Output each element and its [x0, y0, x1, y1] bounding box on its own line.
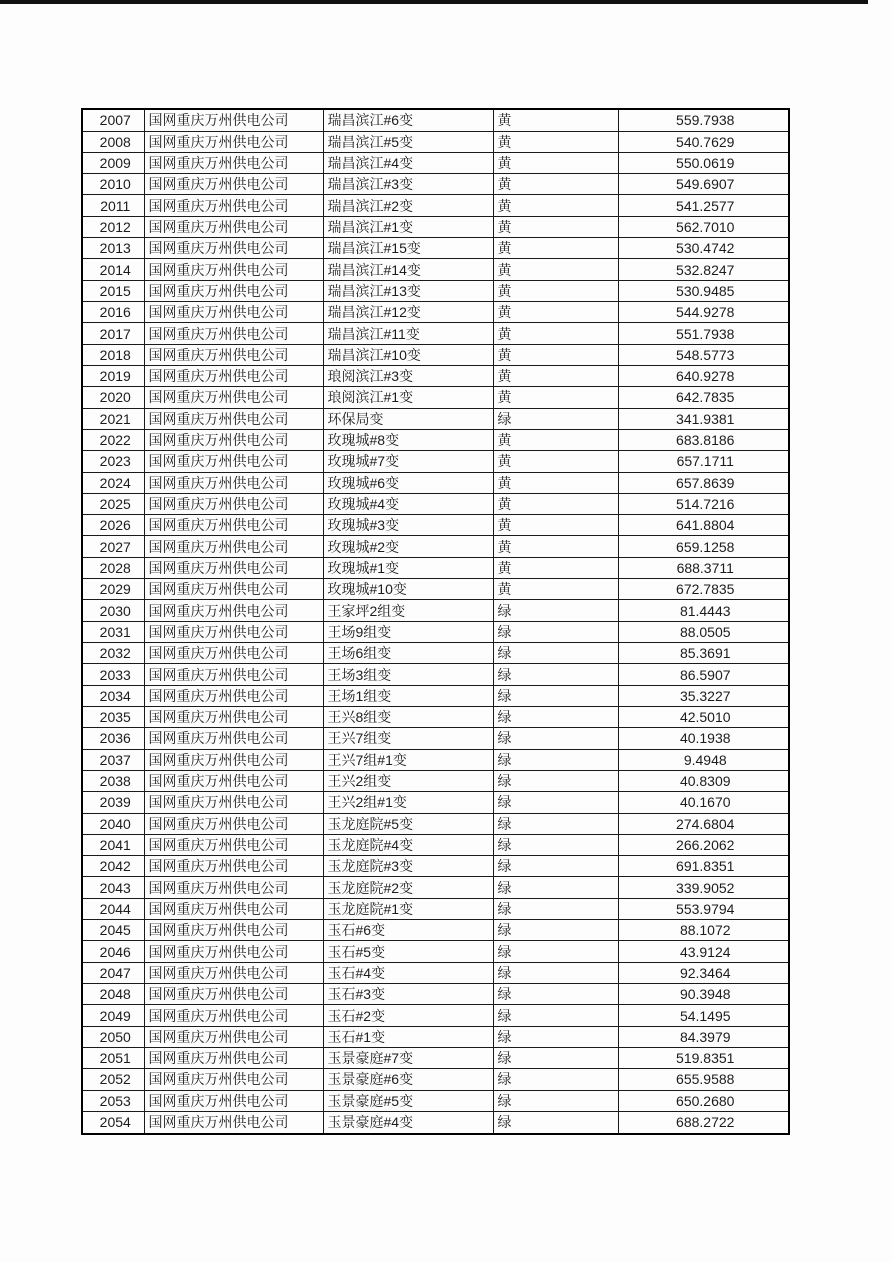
- table-row: [82, 600, 789, 621]
- status-cell: 黄: [493, 451, 618, 472]
- table-row: [82, 579, 789, 600]
- table-row: [82, 1026, 789, 1047]
- row-id-cell: 2023: [82, 451, 144, 472]
- table-row: [82, 941, 789, 962]
- status-cell: 绿: [493, 834, 618, 855]
- table-row: [82, 749, 789, 770]
- value-cell: 541.2577: [618, 195, 789, 216]
- row-id-cell: 2031: [82, 621, 144, 642]
- company-cell: 国网重庆万州供电公司: [144, 813, 323, 834]
- table-row: [82, 515, 789, 536]
- table-row: [82, 877, 789, 898]
- table-row: [82, 621, 789, 642]
- company-cell: 国网重庆万州供电公司: [144, 174, 323, 195]
- station-cell: 玫瑰城#4变: [323, 493, 493, 514]
- table-row: [82, 685, 789, 706]
- station-cell: 玉石#6变: [323, 920, 493, 941]
- station-cell: 琅阅滨江#1变: [323, 387, 493, 408]
- value-cell: 40.1938: [618, 728, 789, 749]
- company-cell: 国网重庆万州供电公司: [144, 387, 323, 408]
- row-id-cell: 2029: [82, 579, 144, 600]
- company-cell: 国网重庆万州供电公司: [144, 259, 323, 280]
- value-cell: 42.5010: [618, 706, 789, 727]
- company-cell: 国网重庆万州供电公司: [144, 1005, 323, 1026]
- status-cell: 绿: [493, 1026, 618, 1047]
- company-cell: 国网重庆万州供电公司: [144, 834, 323, 855]
- company-cell: 国网重庆万州供电公司: [144, 898, 323, 919]
- power-station-table: [81, 108, 790, 1135]
- status-cell: 绿: [493, 749, 618, 770]
- company-cell: 国网重庆万州供电公司: [144, 344, 323, 365]
- station-cell: 王兴2组#1变: [323, 792, 493, 813]
- station-cell: 玫瑰城#8变: [323, 429, 493, 450]
- station-cell: 王场9组变: [323, 621, 493, 642]
- table-row: [82, 174, 789, 195]
- company-cell: 国网重庆万州供电公司: [144, 109, 323, 131]
- table-row: [82, 643, 789, 664]
- station-cell: 瑞昌滨江#11变: [323, 323, 493, 344]
- status-cell: 黄: [493, 302, 618, 323]
- station-cell: 王兴7组#1变: [323, 749, 493, 770]
- station-cell: 玫瑰城#6变: [323, 472, 493, 493]
- station-cell: 玉石#5变: [323, 941, 493, 962]
- status-cell: 绿: [493, 962, 618, 983]
- station-cell: 瑞昌滨江#12变: [323, 302, 493, 323]
- value-cell: 553.9794: [618, 898, 789, 919]
- table-row: [82, 834, 789, 855]
- value-cell: 642.7835: [618, 387, 789, 408]
- row-id-cell: 2034: [82, 685, 144, 706]
- status-cell: 绿: [493, 728, 618, 749]
- row-id-cell: 2015: [82, 280, 144, 301]
- value-cell: 88.1072: [618, 920, 789, 941]
- table-row: [82, 557, 789, 578]
- value-cell: 86.5907: [618, 664, 789, 685]
- row-id-cell: 2038: [82, 770, 144, 791]
- status-cell: 绿: [493, 706, 618, 727]
- company-cell: 国网重庆万州供电公司: [144, 920, 323, 941]
- row-id-cell: 2051: [82, 1047, 144, 1068]
- row-id-cell: 2016: [82, 302, 144, 323]
- table-row: [82, 962, 789, 983]
- value-cell: 90.3948: [618, 984, 789, 1005]
- company-cell: 国网重庆万州供电公司: [144, 621, 323, 642]
- row-id-cell: 2014: [82, 259, 144, 280]
- table-row: [82, 323, 789, 344]
- status-cell: 黄: [493, 536, 618, 557]
- status-cell: 黄: [493, 387, 618, 408]
- row-id-cell: 2035: [82, 706, 144, 727]
- status-cell: 绿: [493, 408, 618, 429]
- station-cell: 玫瑰城#1变: [323, 557, 493, 578]
- value-cell: 43.9124: [618, 941, 789, 962]
- station-cell: 玉石#3变: [323, 984, 493, 1005]
- row-id-cell: 2024: [82, 472, 144, 493]
- table-row: [82, 536, 789, 557]
- table-row: [82, 1111, 789, 1134]
- station-cell: 瑞昌滨江#1变: [323, 216, 493, 237]
- status-cell: 黄: [493, 472, 618, 493]
- company-cell: 国网重庆万州供电公司: [144, 1026, 323, 1047]
- company-cell: 国网重庆万州供电公司: [144, 600, 323, 621]
- status-cell: 绿: [493, 877, 618, 898]
- station-cell: 王场1组变: [323, 685, 493, 706]
- station-cell: 玉石#2变: [323, 1005, 493, 1026]
- value-cell: 84.3979: [618, 1026, 789, 1047]
- table-row: [82, 472, 789, 493]
- status-cell: 绿: [493, 1090, 618, 1111]
- company-cell: 国网重庆万州供电公司: [144, 365, 323, 386]
- table-row: [82, 706, 789, 727]
- status-cell: 黄: [493, 259, 618, 280]
- table-row: [82, 493, 789, 514]
- company-cell: 国网重庆万州供电公司: [144, 1047, 323, 1068]
- status-cell: 绿: [493, 1047, 618, 1068]
- value-cell: 550.0619: [618, 152, 789, 173]
- row-id-cell: 2019: [82, 365, 144, 386]
- table-row: [82, 1005, 789, 1026]
- station-cell: 王兴8组变: [323, 706, 493, 727]
- company-cell: 国网重庆万州供电公司: [144, 493, 323, 514]
- status-cell: 绿: [493, 856, 618, 877]
- status-cell: 绿: [493, 898, 618, 919]
- status-cell: 黄: [493, 323, 618, 344]
- value-cell: 40.8309: [618, 770, 789, 791]
- company-cell: 国网重庆万州供电公司: [144, 643, 323, 664]
- table-row: [82, 216, 789, 237]
- station-cell: 玉石#4变: [323, 962, 493, 983]
- company-cell: 国网重庆万州供电公司: [144, 770, 323, 791]
- station-cell: 玉景豪庭#6变: [323, 1069, 493, 1090]
- table-row: [82, 259, 789, 280]
- value-cell: 54.1495: [618, 1005, 789, 1026]
- value-cell: 92.3464: [618, 962, 789, 983]
- row-id-cell: 2026: [82, 515, 144, 536]
- table-row: [82, 792, 789, 813]
- table-row: [82, 131, 789, 152]
- row-id-cell: 2010: [82, 174, 144, 195]
- company-cell: 国网重庆万州供电公司: [144, 280, 323, 301]
- status-cell: 绿: [493, 984, 618, 1005]
- station-cell: 玉龙庭院#3变: [323, 856, 493, 877]
- station-cell: 环保局变: [323, 408, 493, 429]
- value-cell: 40.1670: [618, 792, 789, 813]
- value-cell: 548.5773: [618, 344, 789, 365]
- scan-artifact-bar: [0, 0, 868, 4]
- table-row: [82, 387, 789, 408]
- station-cell: 玫瑰城#7变: [323, 451, 493, 472]
- value-cell: 640.9278: [618, 365, 789, 386]
- status-cell: 绿: [493, 1005, 618, 1026]
- station-cell: 瑞昌滨江#2变: [323, 195, 493, 216]
- status-cell: 绿: [493, 621, 618, 642]
- value-cell: 81.4443: [618, 600, 789, 621]
- row-id-cell: 2022: [82, 429, 144, 450]
- table-row: [82, 344, 789, 365]
- row-id-cell: 2017: [82, 323, 144, 344]
- row-id-cell: 2028: [82, 557, 144, 578]
- value-cell: 266.2062: [618, 834, 789, 855]
- station-cell: 玉龙庭院#1变: [323, 898, 493, 919]
- status-cell: 黄: [493, 579, 618, 600]
- table-row: [82, 195, 789, 216]
- station-cell: 玉景豪庭#7变: [323, 1047, 493, 1068]
- row-id-cell: 2025: [82, 493, 144, 514]
- row-id-cell: 2020: [82, 387, 144, 408]
- value-cell: 532.8247: [618, 259, 789, 280]
- station-cell: 瑞昌滨江#15变: [323, 238, 493, 259]
- station-cell: 瑞昌滨江#3变: [323, 174, 493, 195]
- status-cell: 黄: [493, 131, 618, 152]
- company-cell: 国网重庆万州供电公司: [144, 1069, 323, 1090]
- table-row: [82, 984, 789, 1005]
- row-id-cell: 2018: [82, 344, 144, 365]
- company-cell: 国网重庆万州供电公司: [144, 1090, 323, 1111]
- station-cell: 玉龙庭院#4变: [323, 834, 493, 855]
- row-id-cell: 2011: [82, 195, 144, 216]
- table-row: [82, 1047, 789, 1068]
- value-cell: 551.7938: [618, 323, 789, 344]
- table-row: [82, 1069, 789, 1090]
- row-id-cell: 2012: [82, 216, 144, 237]
- row-id-cell: 2053: [82, 1090, 144, 1111]
- station-cell: 玉景豪庭#5变: [323, 1090, 493, 1111]
- company-cell: 国网重庆万州供电公司: [144, 216, 323, 237]
- row-id-cell: 2041: [82, 834, 144, 855]
- value-cell: 688.2722: [618, 1111, 789, 1134]
- status-cell: 黄: [493, 195, 618, 216]
- company-cell: 国网重庆万州供电公司: [144, 877, 323, 898]
- station-cell: 玉石#1变: [323, 1026, 493, 1047]
- row-id-cell: 2054: [82, 1111, 144, 1134]
- status-cell: 黄: [493, 174, 618, 195]
- company-cell: 国网重庆万州供电公司: [144, 749, 323, 770]
- row-id-cell: 2021: [82, 408, 144, 429]
- value-cell: 672.7835: [618, 579, 789, 600]
- status-cell: 黄: [493, 216, 618, 237]
- company-cell: 国网重庆万州供电公司: [144, 962, 323, 983]
- company-cell: 国网重庆万州供电公司: [144, 579, 323, 600]
- table-row: [82, 728, 789, 749]
- station-cell: 瑞昌滨江#13变: [323, 280, 493, 301]
- table-row: [82, 429, 789, 450]
- value-cell: 530.4742: [618, 238, 789, 259]
- status-cell: 绿: [493, 920, 618, 941]
- value-cell: 559.7938: [618, 109, 789, 131]
- company-cell: 国网重庆万州供电公司: [144, 1111, 323, 1134]
- station-cell: 瑞昌滨江#5变: [323, 131, 493, 152]
- value-cell: 9.4948: [618, 749, 789, 770]
- station-cell: 王兴2组变: [323, 770, 493, 791]
- table-row: [82, 109, 789, 131]
- value-cell: 85.3691: [618, 643, 789, 664]
- company-cell: 国网重庆万州供电公司: [144, 472, 323, 493]
- station-cell: 玫瑰城#2变: [323, 536, 493, 557]
- row-id-cell: 2033: [82, 664, 144, 685]
- table-row: [82, 1090, 789, 1111]
- table-row: [82, 408, 789, 429]
- company-cell: 国网重庆万州供电公司: [144, 664, 323, 685]
- station-cell: 玉景豪庭#4变: [323, 1111, 493, 1134]
- row-id-cell: 2040: [82, 813, 144, 834]
- company-cell: 国网重庆万州供电公司: [144, 685, 323, 706]
- company-cell: 国网重庆万州供电公司: [144, 515, 323, 536]
- value-cell: 530.9485: [618, 280, 789, 301]
- company-cell: 国网重庆万州供电公司: [144, 152, 323, 173]
- status-cell: 绿: [493, 685, 618, 706]
- company-cell: 国网重庆万州供电公司: [144, 856, 323, 877]
- table-row: [82, 813, 789, 834]
- table-row: [82, 238, 789, 259]
- row-id-cell: 2049: [82, 1005, 144, 1026]
- value-cell: 339.9052: [618, 877, 789, 898]
- station-cell: 瑞昌滨江#4变: [323, 152, 493, 173]
- company-cell: 国网重庆万州供电公司: [144, 451, 323, 472]
- status-cell: 绿: [493, 770, 618, 791]
- table-row: [82, 152, 789, 173]
- row-id-cell: 2027: [82, 536, 144, 557]
- table-body: [82, 109, 789, 1134]
- row-id-cell: 2050: [82, 1026, 144, 1047]
- station-cell: 王场6组变: [323, 643, 493, 664]
- value-cell: 657.1711: [618, 451, 789, 472]
- status-cell: 绿: [493, 813, 618, 834]
- company-cell: 国网重庆万州供电公司: [144, 536, 323, 557]
- status-cell: 黄: [493, 365, 618, 386]
- company-cell: 国网重庆万州供电公司: [144, 323, 323, 344]
- company-cell: 国网重庆万州供电公司: [144, 408, 323, 429]
- station-cell: 王场3组变: [323, 664, 493, 685]
- row-id-cell: 2007: [82, 109, 144, 131]
- value-cell: 544.9278: [618, 302, 789, 323]
- status-cell: 黄: [493, 557, 618, 578]
- table-row: [82, 898, 789, 919]
- station-cell: 玉龙庭院#2变: [323, 877, 493, 898]
- value-cell: 514.7216: [618, 493, 789, 514]
- value-cell: 540.7629: [618, 131, 789, 152]
- row-id-cell: 2008: [82, 131, 144, 152]
- table-row: [82, 770, 789, 791]
- row-id-cell: 2032: [82, 643, 144, 664]
- status-cell: 黄: [493, 344, 618, 365]
- station-cell: 王家坪2组变: [323, 600, 493, 621]
- row-id-cell: 2042: [82, 856, 144, 877]
- status-cell: 黄: [493, 280, 618, 301]
- status-cell: 绿: [493, 643, 618, 664]
- company-cell: 国网重庆万州供电公司: [144, 131, 323, 152]
- station-cell: 琅阅滨江#3变: [323, 365, 493, 386]
- status-cell: 绿: [493, 600, 618, 621]
- row-id-cell: 2048: [82, 984, 144, 1005]
- status-cell: 黄: [493, 238, 618, 259]
- table-row: [82, 664, 789, 685]
- table-row: [82, 280, 789, 301]
- company-cell: 国网重庆万州供电公司: [144, 706, 323, 727]
- station-cell: 玫瑰城#3变: [323, 515, 493, 536]
- company-cell: 国网重庆万州供电公司: [144, 792, 323, 813]
- row-id-cell: 2052: [82, 1069, 144, 1090]
- value-cell: 655.9588: [618, 1069, 789, 1090]
- company-cell: 国网重庆万州供电公司: [144, 429, 323, 450]
- table-row: [82, 302, 789, 323]
- company-cell: 国网重庆万州供电公司: [144, 728, 323, 749]
- value-cell: 341.9381: [618, 408, 789, 429]
- value-cell: 35.3227: [618, 685, 789, 706]
- company-cell: 国网重庆万州供电公司: [144, 557, 323, 578]
- value-cell: 688.3711: [618, 557, 789, 578]
- row-id-cell: 2044: [82, 898, 144, 919]
- value-cell: 549.6907: [618, 174, 789, 195]
- status-cell: 绿: [493, 792, 618, 813]
- station-cell: 瑞昌滨江#10变: [323, 344, 493, 365]
- status-cell: 黄: [493, 109, 618, 131]
- company-cell: 国网重庆万州供电公司: [144, 195, 323, 216]
- value-cell: 519.8351: [618, 1047, 789, 1068]
- value-cell: 562.7010: [618, 216, 789, 237]
- status-cell: 绿: [493, 941, 618, 962]
- row-id-cell: 2047: [82, 962, 144, 983]
- value-cell: 659.1258: [618, 536, 789, 557]
- company-cell: 国网重庆万州供电公司: [144, 941, 323, 962]
- status-cell: 黄: [493, 493, 618, 514]
- company-cell: 国网重庆万州供电公司: [144, 302, 323, 323]
- table-row: [82, 365, 789, 386]
- status-cell: 绿: [493, 1069, 618, 1090]
- company-cell: 国网重庆万州供电公司: [144, 238, 323, 259]
- row-id-cell: 2045: [82, 920, 144, 941]
- value-cell: 88.0505: [618, 621, 789, 642]
- row-id-cell: 2043: [82, 877, 144, 898]
- value-cell: 650.2680: [618, 1090, 789, 1111]
- value-cell: 641.8804: [618, 515, 789, 536]
- value-cell: 657.8639: [618, 472, 789, 493]
- table-row: [82, 856, 789, 877]
- station-cell: 玉龙庭院#5变: [323, 813, 493, 834]
- value-cell: 683.8186: [618, 429, 789, 450]
- company-cell: 国网重庆万州供电公司: [144, 984, 323, 1005]
- status-cell: 黄: [493, 429, 618, 450]
- status-cell: 黄: [493, 152, 618, 173]
- status-cell: 黄: [493, 515, 618, 536]
- row-id-cell: 2009: [82, 152, 144, 173]
- status-cell: 绿: [493, 664, 618, 685]
- station-cell: 王兴7组变: [323, 728, 493, 749]
- station-cell: 瑞昌滨江#6变: [323, 109, 493, 131]
- row-id-cell: 2039: [82, 792, 144, 813]
- value-cell: 691.8351: [618, 856, 789, 877]
- status-cell: 绿: [493, 1111, 618, 1134]
- row-id-cell: 2030: [82, 600, 144, 621]
- station-cell: 玫瑰城#10变: [323, 579, 493, 600]
- table-row: [82, 451, 789, 472]
- row-id-cell: 2036: [82, 728, 144, 749]
- row-id-cell: 2046: [82, 941, 144, 962]
- row-id-cell: 2013: [82, 238, 144, 259]
- table-row: [82, 920, 789, 941]
- value-cell: 274.6804: [618, 813, 789, 834]
- station-cell: 瑞昌滨江#14变: [323, 259, 493, 280]
- row-id-cell: 2037: [82, 749, 144, 770]
